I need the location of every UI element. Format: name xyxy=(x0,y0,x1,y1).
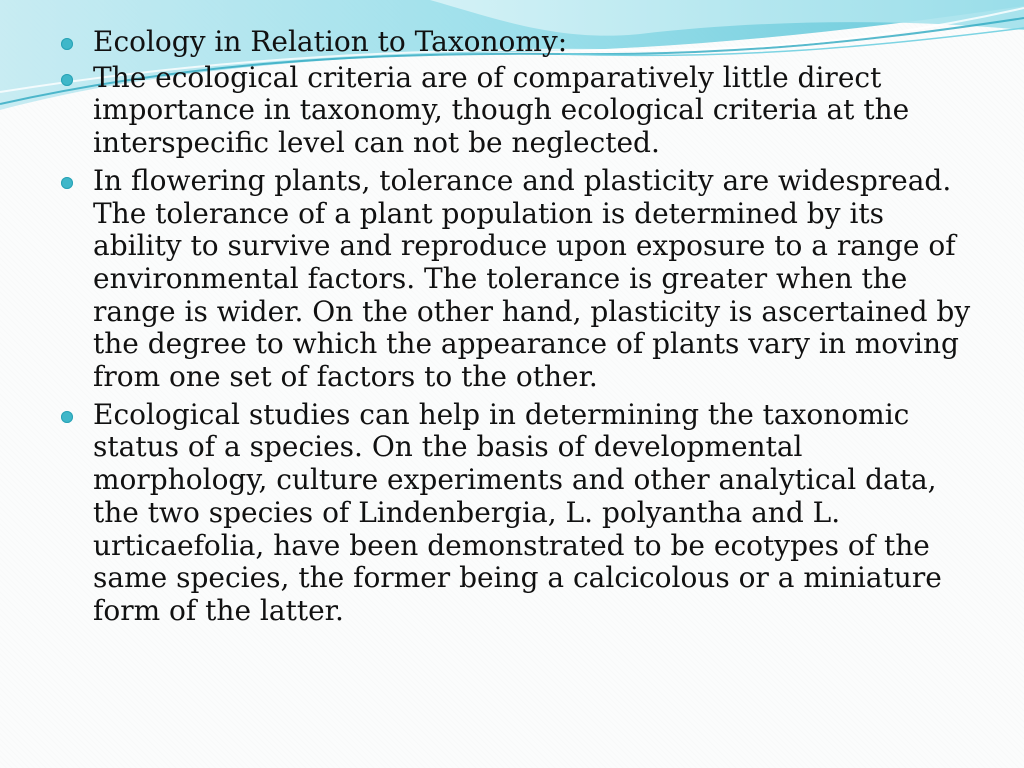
bullet-text: Ecological studies can help in determining the taxonomic status of a species. On the basis of developmental morphology, culture experiments and other analytical data, the two species of Lindenbergia, L. polyantha and L. urticaefolia, have been demonstrated to be ecotypes of the same species, the former being a calcicolous or a miniature form of the latter. xyxy=(93,397,942,627)
bullet-dot-icon xyxy=(61,74,73,86)
bullet-text: Ecology in Relation to Taxonomy: xyxy=(93,25,568,58)
bullet-dot-icon xyxy=(61,411,73,423)
bullet-dot-icon xyxy=(61,38,73,50)
bullet-item-ecological-studies xyxy=(60,399,980,628)
slide-content xyxy=(60,26,980,633)
bullet-text: The ecological criteria are of comparatively little direct importance in taxonomy, though ecological criteria at the interspecific level can not be neglected. xyxy=(93,60,910,160)
bullet-list xyxy=(60,26,980,628)
bullet-item-heading xyxy=(60,26,980,59)
bullet-item-tolerance xyxy=(60,165,980,394)
bullet-dot-icon xyxy=(61,177,73,189)
bullet-item-criteria xyxy=(60,62,980,160)
bullet-text: In flowering plants, tolerance and plasticity are widespread. The tolerance of a plant population is determined by its ability to survive and reproduce upon exposure to a range of environmental factors. The tolerance is greater when the range is wider. On the other hand, plasticity is ascertained by the degree to which the appearance of plants vary in moving from one set of factors to the other. xyxy=(93,163,971,394)
